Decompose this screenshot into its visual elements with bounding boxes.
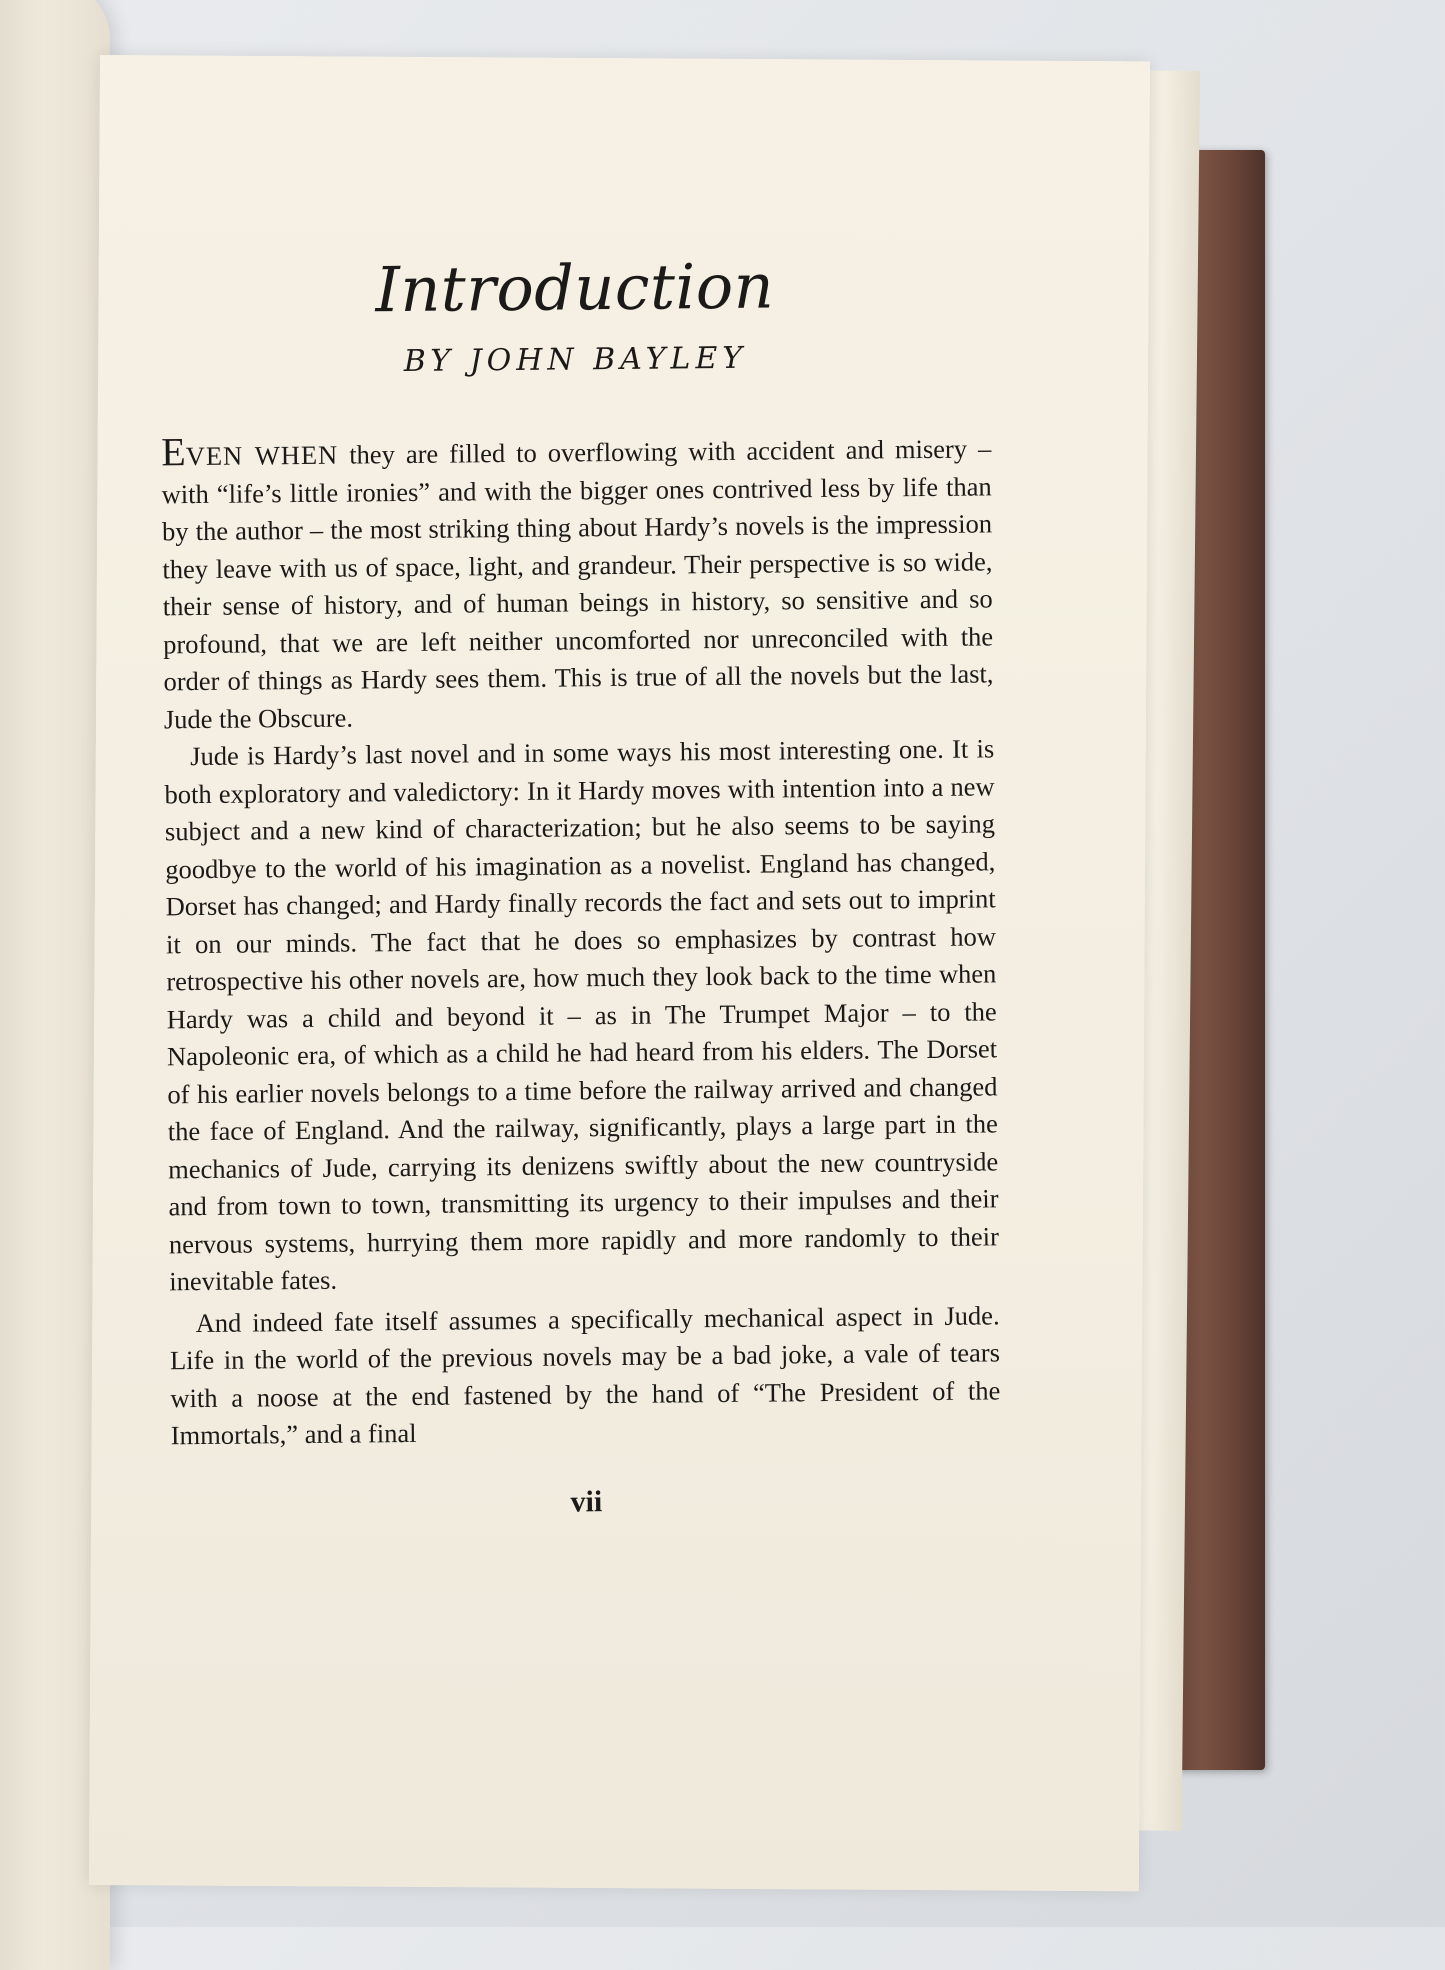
book-page: [89, 55, 1150, 1891]
lead-small-caps: VEN WHEN: [185, 439, 339, 472]
paragraph-1-text: they are filled to overflowing with accident and misery – with “life’s little ironies” and with the bigger ones contrived less by life than by the author – the most striking thing about Hardy’s novels is the impression they leave with us of space, light, and grandeur. Their perspective is so wide, their sense of history, and of human beings in history, so sensitive and so profound, that we are left neither uncomforted nor unreconciled with the order of things as Hardy sees them. This is true of all the novels but the last, Jude the Obscure.: [161, 433, 994, 734]
body-text: [161, 425, 1001, 1454]
lead-capital: E: [161, 429, 186, 475]
page-number: vii: [570, 1484, 603, 1518]
paragraph-3: And indeed fate itself assumes a specifically mechanical aspect in Jude. Life in the world of the previous novels may be a bad joke, a vale of tears with a noose at the end fastened by the hand of “The President of the Immortals,” and a final: [169, 1299, 1001, 1451]
page-title: Introduction: [375, 249, 775, 327]
byline: BY JOHN BAYLEY: [403, 340, 748, 380]
paragraph-2: Jude is Hardy’s last novel and in some ways his most interesting one. It is both exploratory and valedictory: In it Hardy moves with intention into a new subject and a new kind of characterization; but he also seems to be saying goodbye to the world of his imagination as a novelist. England has changed, Dorset has changed; and Hardy finally records the fact and sets out to imprint it on our minds. The fact that he does so emphasizes by contrast how retrospective his other novels are, how much they look back to the time when Hardy was a child and beyond it – as in The Trumpet Major – to the Napoleonic era, of which as a child he had heard from his elders. The Dorset of his earlier novels belongs to a time before the railway arrived and changed the face of England. And the railway, significantly, plays a large part in the mechanics of Jude, carrying its denizens swiftly about the new countryside and from town to town, transmitting its urgency to their impulses and their nervous systems, hurrying them more rapidly and more randomly to their inevitable fates.: [164, 733, 1000, 1297]
paragraph-1: [161, 425, 994, 738]
page-content: [159, 207, 1002, 1522]
